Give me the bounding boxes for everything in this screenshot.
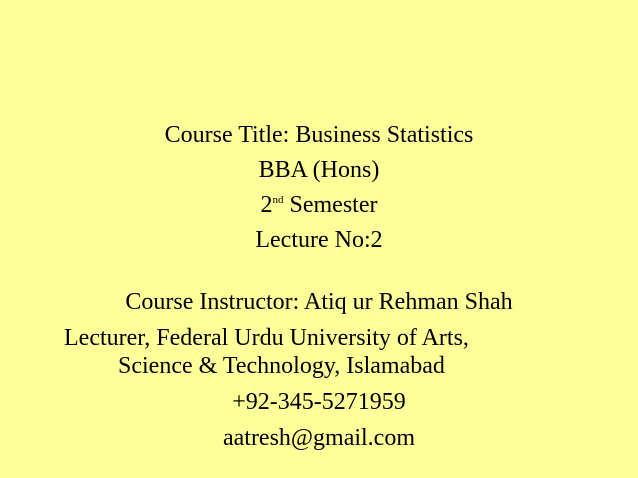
semester-ordinal-suffix: nd <box>272 194 284 206</box>
instructor-position-line2: Science & Technology, Islamabad <box>118 353 445 379</box>
course-instructor: Course Instructor: Atiq ur Rehman Shah <box>125 289 513 315</box>
semester-number: 2 <box>260 192 273 218</box>
program-name: BBA (Hons) <box>258 157 380 183</box>
instructor-position-line1: Lecturer, Federal Urdu University of Arts, <box>64 325 469 351</box>
semester-label: Semester <box>289 192 378 218</box>
semester-line <box>0 190 638 220</box>
email-address: aatresh@gmail.com <box>222 425 416 451</box>
course-title: Course Title: Business Statistics <box>164 122 474 148</box>
lecture-number: Lecture No:2 <box>255 227 383 253</box>
phone-number: +92-345-5271959 <box>232 389 406 415</box>
